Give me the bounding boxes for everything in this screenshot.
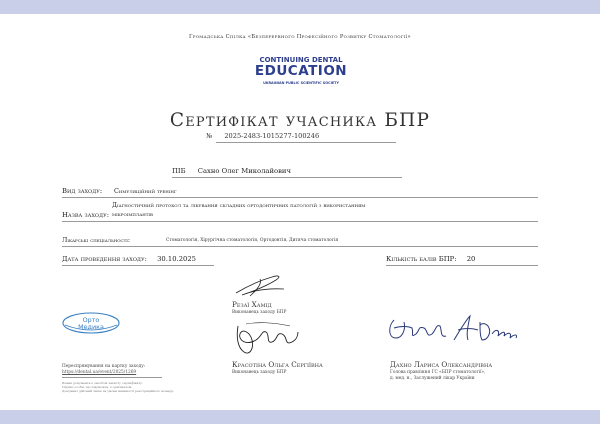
number-underline [216,142,396,143]
organization-name: Громадська Спілка «Безперервного Професійного Розвитку Стоматології» [188,34,412,40]
event-type-value: Симуляційний тренінг [114,187,177,195]
signatory-1-role: Виконавець заходу БПР [232,310,287,315]
orto-medyka-logo [62,312,120,334]
specialties-underline [62,246,538,247]
date-label: Дата проведення заходу: [62,255,147,263]
signature-krasotina [232,318,302,358]
verify-label: Переспрямування на картку заходу: [62,364,146,369]
score-underline [386,265,538,266]
signatory-3-name: Дахно Лариса Олександрівна [390,360,493,369]
participant-label: ПІБ [172,167,186,175]
certificate-title: Сертифікат учасника БПР [169,110,431,131]
event-name-line-2: мікроімплантів [112,211,153,218]
certificate-number-row [206,132,319,140]
score-row [386,255,475,263]
event-name-line-1: Діагностичний протокол та лікування складних ортодонтичних патологій з використанням [112,202,366,209]
verify-note-line-2: Підпис особи, що підписала, є оригіналом. [62,385,133,389]
specialties-label: Лікарські спеціальності: [62,236,131,244]
logo-line-3: UKRAINIAN PUBLIC SCIENTIFIC SOCIETY [263,81,339,85]
signature-rezai-khamid [232,271,292,301]
logo-line-1: CONTINUING DENTAL [259,56,343,64]
signatory-1-name: Резаї Хамід [232,300,272,309]
certificate-number: 2025-2483-1015277-100246 [224,132,320,140]
event-type-underline [62,197,538,198]
verify-note-line-1: Бланк документа є засобом захисту сертифікату. [62,381,143,385]
verify-note-line-3: Документ дійсний лише за умови наявності реєстраційного номеру. [62,389,175,393]
logo-line-2: EDUCATION [254,63,348,79]
signatory-3-role-line-2: д. мед. н., Заслужений лікар України [390,376,475,381]
verify-underline [62,377,162,378]
signatory-2-role: Виконавець заходу БПР [232,370,287,375]
event-name-label: Назва заходу: [62,211,109,219]
date-row [62,255,196,263]
date-underline [62,265,214,266]
top-decorative-band [0,0,600,14]
participant-row [172,167,291,175]
date-value: 30.10.2025 [157,255,196,263]
orto-line-2: Медика [78,323,104,331]
score-value: 20 [466,255,476,263]
score-label: Кількість балів БПР: [386,255,457,263]
specialties-value: Стоматологія, Хірургічна стоматологія, Ортодонтія, Дитяча стоматологія [166,238,339,243]
event-name-underline [62,221,538,222]
signature-dakhno [384,312,524,348]
event-type-label: Вид заходу: [62,187,103,195]
participant-name: Сахно Олег Миколайович [197,167,291,175]
event-card-link[interactable]: https://dental.ua/event/2025/1269 [62,370,137,375]
number-label: № [206,132,213,140]
signatory-3-role-line-1: Голова правління ГС «БПР стоматології», [390,370,486,375]
bottom-decorative-band [0,410,600,424]
orto-line-1: Орто [82,316,100,324]
continuing-dental-education-logo [248,54,354,90]
participant-underline [172,177,402,178]
signatory-2-name: Красотіна Ольга Сергіївна [232,360,323,369]
